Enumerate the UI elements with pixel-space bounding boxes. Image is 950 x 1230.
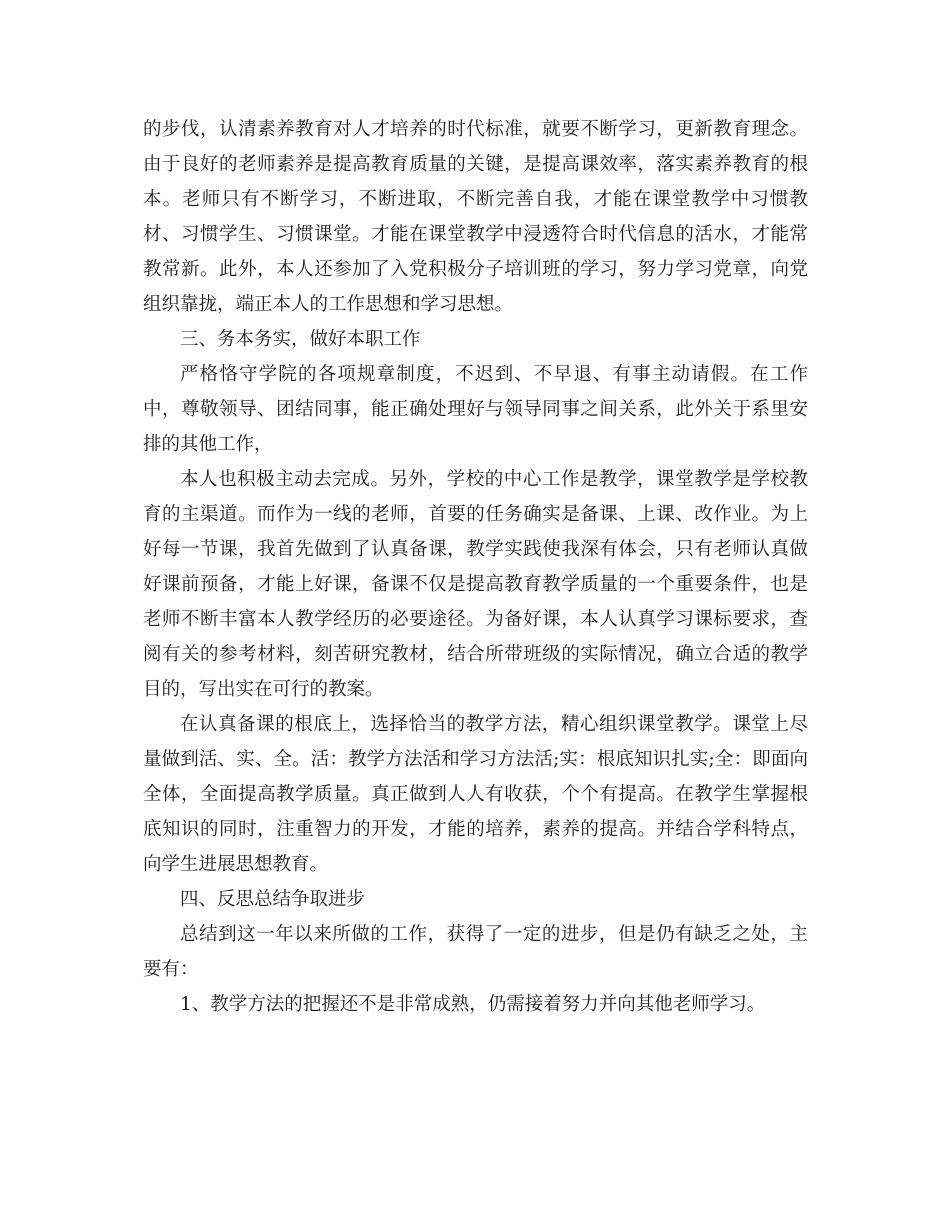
list-item-1: 1、教学方法的把握还不是非常成熟，仍需接着努力并向其他老师学习。 — [180, 994, 766, 1015]
body-paragraph-5: 总结到这一年以来所做的工作，获得了一定的进步，但是仍有缺乏之处，主要有： — [143, 924, 808, 980]
body-paragraph-4: 在认真备课的根底上，选择恰当的教学方法，精心组织课堂教学。课堂上尽量做到活、实、全。活：教学方法活和学习方法活;实：根底知识扎实;全：即面向全体，全面提高教学质量。真正做到人人有收获，个个有提高。在教学生掌握根底知识的同时，注重智力的开发，才能的培养，素养的提高。并结合学科特点，向学生进展思想教育。 — [143, 714, 808, 875]
body-paragraph-1: 的步伐，认清素养教育对人才培养的时代标准，就要不断学习，更新教育理念。由于良好的老师素养是提高教育质量的关键，是提高课效率，落实素养教育的根本。老师只有不断学习，不断进取，不断完善自我，才能在课堂教学中习惯教材、习惯学生、习惯课堂。才能在课堂教学中浸透符合时代信息的活水，才能常教常新。此外，本人还参加了入党积极分子培训班的学习，努力学习党章，向党组织靠拢，端正本人的工作思想和学习思想。 — [143, 119, 808, 315]
section-heading-4: 四、反思总结争取进步 — [180, 889, 366, 910]
body-paragraph-2: 严格恪守学院的各项规章制度，不迟到、不早退、有事主动请假。在工作中，尊敬领导、团结同事，能正确处理好与领导同事之间关系，此外关于系里安排的其他工作， — [143, 364, 808, 455]
document-body — [143, 112, 808, 1022]
section-heading-3: 三、务本务实，做好本职工作 — [180, 329, 421, 350]
body-paragraph-3: 本人也积极主动去完成。另外，学校的中心工作是教学，课堂教学是学校教育的主渠道。而作为一线的老师，首要的任务确实是备课、上课、改作业。为上好每一节课，我首先做到了认真备课，教学实践使我深有体会，只有老师认真做好课前预备，才能上好课，备课不仅是提高教育教学质量的一个重要条件，也是老师不断丰富本人教学经历的必要途径。为备好课，本人认真学习课标要求，查阅有关的参考材料，刻苦研究教材，结合所带班级的实际情况，确立合适的教学目的，写出实在可行的教案。 — [143, 469, 808, 700]
